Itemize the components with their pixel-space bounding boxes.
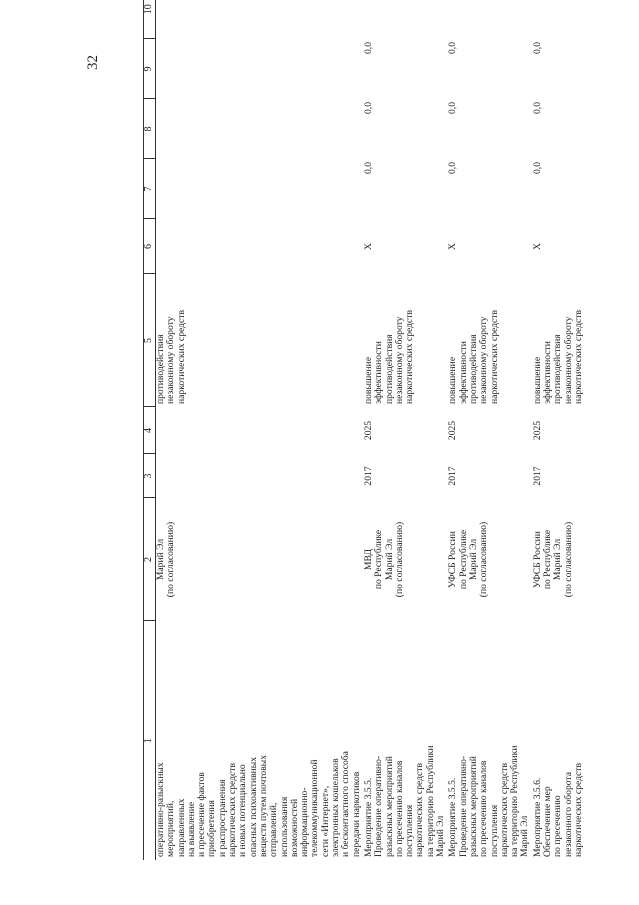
column-header: 1 (144, 621, 156, 860)
text-line: эффективности (457, 341, 469, 404)
executor-cell (531, 498, 593, 621)
text-line: и пресечение фактов (196, 772, 208, 857)
text-line: УФСБ России (447, 531, 459, 588)
value-cell: 0,0 (362, 42, 374, 54)
rotated-page (143, 4, 599, 860)
text-line: Марий Эл (552, 538, 564, 581)
column-header: 4 (144, 407, 156, 454)
text-line: МВД (362, 548, 374, 571)
mark-cell: X (362, 243, 374, 250)
text-line: опасных психоактивных (247, 756, 259, 857)
text-line: поступления (488, 804, 500, 857)
column-header: 3 (144, 454, 156, 498)
text-line: Марий Эл (435, 815, 447, 857)
text-line: Проведение оперативно- (373, 755, 385, 857)
text-line: отправлений, (268, 802, 280, 857)
value-cell: 0,0 (447, 42, 459, 54)
text-line: информационно- (299, 787, 311, 857)
text-line: оперативно-разыскных (155, 762, 166, 857)
activity-description-cell (446, 621, 530, 860)
executor-cell (446, 498, 530, 621)
page-number: 32 (85, 55, 101, 70)
text-line: Проведение оперативно- (457, 755, 469, 857)
text-line: Марий Эл (467, 538, 479, 581)
text-line: эффективности (541, 341, 553, 404)
table-row (531, 0, 593, 860)
column-header: 8 (144, 99, 156, 159)
text-line: наркотических средств (572, 310, 584, 404)
mark-cell: X (531, 243, 543, 250)
text-line: по Республике (373, 529, 385, 590)
executor-cell (156, 498, 362, 621)
text-line: (по согласованию) (478, 521, 490, 598)
value-cell (156, 0, 362, 39)
expected-result-cell (531, 274, 593, 407)
text-line: противодействия (383, 334, 395, 404)
column-header: 2 (144, 498, 156, 621)
text-line: незаконному обороту (393, 316, 405, 404)
executor-cell (362, 498, 446, 621)
text-line: повышение (447, 356, 459, 404)
text-line: Мероприятие 3.5.5. (447, 777, 459, 857)
value-cell (531, 0, 593, 39)
value-cell: 0,0 (531, 162, 543, 174)
text-line: и распространения (216, 779, 228, 857)
text-line: на выявление (185, 801, 197, 857)
column-header: 5 (144, 274, 156, 407)
text-line: наркотических средств (227, 763, 239, 857)
value-cell (446, 0, 530, 39)
end-year-cell: 2025 (531, 420, 543, 441)
text-line: передачи наркотиков (350, 771, 362, 857)
column-header: 7 (144, 159, 156, 219)
text-line: Марий Эл (383, 538, 395, 581)
end-year-cell: 2025 (362, 420, 374, 441)
value-cell (156, 99, 362, 159)
text-line: разыскных мероприятий (383, 756, 395, 857)
value-cell: 0,0 (447, 162, 459, 174)
column-header: 10 (144, 0, 156, 39)
text-line: поступления (404, 804, 416, 857)
text-line: Марий Эл (519, 815, 531, 857)
expected-result-cell (362, 274, 446, 407)
text-line: УФСБ России (531, 531, 543, 588)
text-line: повышение (531, 356, 543, 404)
text-line: веществ путем почтовых (257, 755, 269, 857)
text-line: незаконному обороту (165, 316, 177, 404)
text-line: Мероприятие 3.5.6. (531, 777, 543, 857)
value-cell: 0,0 (362, 162, 374, 174)
text-line: наркотических средств (404, 310, 416, 404)
value-cell: 0,0 (447, 102, 459, 114)
expected-result-cell (446, 274, 530, 407)
text-line: противодействия (467, 334, 479, 404)
end-year-cell (156, 407, 362, 454)
activity-description-cell (156, 621, 362, 860)
column-header: 9 (144, 39, 156, 99)
text-line: наркотических средств (414, 763, 426, 857)
value-cell: 0,0 (531, 102, 543, 114)
value-cell (156, 39, 362, 99)
text-line: и новых потенциально (237, 764, 249, 857)
text-line: наркотических средств (498, 763, 510, 857)
text-line: и бесконтактного способа (340, 751, 352, 857)
value-cell: 0,0 (531, 42, 543, 54)
start-year-cell: 2017 (531, 466, 543, 486)
text-line: наркотических средств (572, 763, 584, 857)
text-line: противодействия (155, 334, 166, 404)
program-activities-table (143, 0, 593, 860)
text-line: на территорию Республики (424, 745, 436, 857)
text-line: незаконного оборота (562, 772, 574, 857)
value-cell (362, 0, 446, 39)
end-year-cell: 2025 (447, 420, 459, 441)
text-line: повышение (362, 356, 374, 404)
text-line: по Республике (457, 529, 469, 590)
activity-description-cell (362, 621, 446, 860)
text-line: приобретения (206, 800, 218, 857)
table-row (446, 0, 530, 860)
expected-result-cell (156, 274, 362, 407)
text-line: по пресечению каналов (393, 760, 405, 857)
text-line: возможностей (288, 798, 300, 857)
start-year-cell: 2017 (362, 466, 374, 486)
text-line: (по согласованию) (562, 521, 574, 598)
value-cell: 0,0 (362, 102, 374, 114)
text-line: телекоммуникационной (309, 759, 321, 857)
table-row (362, 0, 446, 860)
mark-cell: X (447, 243, 459, 250)
text-line: эффективности (373, 341, 385, 404)
text-line: противодействия (552, 334, 564, 404)
text-line: незаконному обороту (562, 316, 574, 404)
mark-cell (156, 219, 362, 274)
text-line: разыскных мероприятий (467, 756, 479, 857)
table-row (156, 0, 362, 860)
header-row (144, 0, 156, 860)
start-year-cell: 2017 (447, 466, 459, 486)
column-header: 6 (144, 219, 156, 274)
text-line: (по согласованию) (165, 521, 177, 598)
text-line: мероприятий, (165, 800, 177, 857)
text-line: по пресечению (552, 795, 564, 857)
text-line: по Республике (541, 529, 553, 590)
start-year-cell (156, 454, 362, 498)
text-line: Марий Эл (155, 538, 166, 581)
text-line: электронных кошельков (330, 758, 342, 857)
text-line: использования (278, 796, 290, 857)
text-line: наркотических средств (175, 310, 187, 404)
text-line: сети «Интернет», (319, 785, 331, 857)
text-line: (по согласованию) (393, 521, 405, 598)
text-line: на территорию Республики (509, 745, 521, 857)
text-line: Обеспечение мер (541, 786, 553, 857)
activity-description-cell (531, 621, 593, 860)
text-line: по пресечению каналов (478, 760, 490, 857)
text-line: Мероприятие 3.5.5. (362, 777, 374, 857)
text-line: направленных (175, 798, 187, 857)
text-line: незаконному обороту (478, 316, 490, 404)
value-cell (156, 159, 362, 219)
text-line: наркотических средств (488, 310, 500, 404)
